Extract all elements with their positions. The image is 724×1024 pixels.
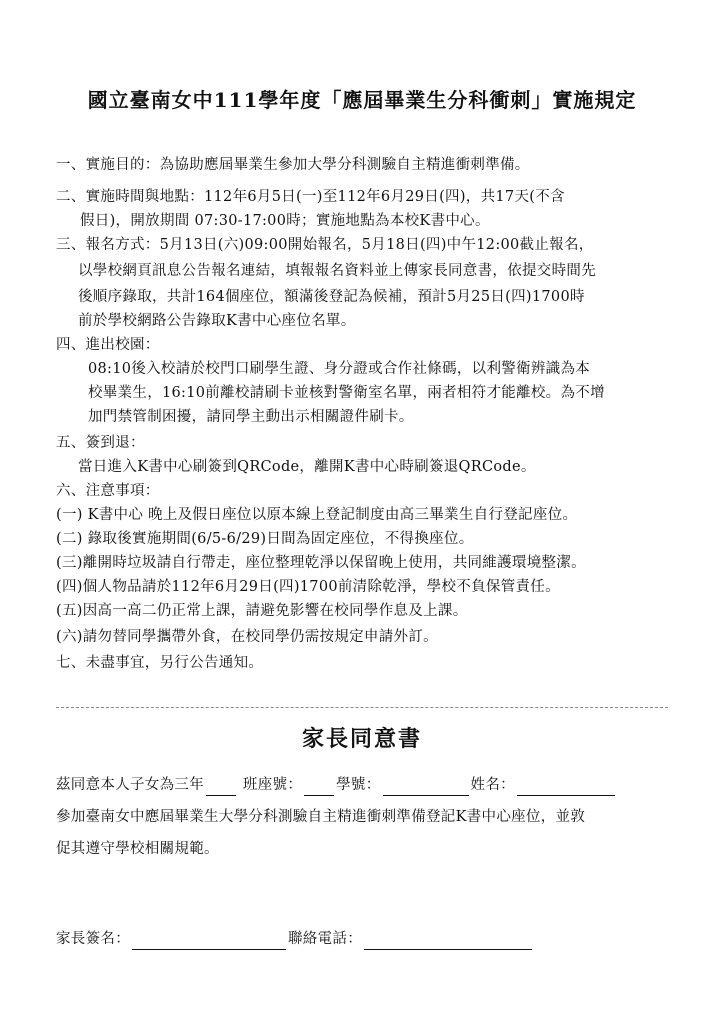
contact-phone-input[interactable] xyxy=(364,933,532,950)
seat-number-label: 班座號： xyxy=(242,777,303,793)
section-3-line-1: 三、報名方式：5月13日(六)09:00開始報名，5月18日(四)中午12:00截止報名， xyxy=(56,237,594,253)
parent-signature-input[interactable] xyxy=(132,933,286,950)
student-name-label: 姓名： xyxy=(470,777,515,793)
section-4-heading: 四、進出校園： xyxy=(56,337,160,353)
parent-signature-label: 家長簽名： xyxy=(56,931,130,947)
section-4-line-2: 校畢業生，16:10前離校請刷卡並核對警衛室名單，兩者相符才能離校。為不增 xyxy=(88,385,605,401)
section-3-line-4: 前於學校網路公告錄取K書中心座位名單。 xyxy=(78,313,356,329)
section-6-item-3: (三)離開時垃圾請自行帶走，座位整理乾淨以保留晚上使用，共同維護環境整潔。 xyxy=(56,555,586,571)
section-2-line-1: 二、實施時間與地點：112年6月5日(一)至112年6月29日(四)，共17天(不含 xyxy=(56,189,565,205)
section-3-line-3: 後順序錄取，共計164個座位，額滿後登記為候補，預計5月25日(四)1700時 xyxy=(78,289,585,305)
consent-form-title: 家長同意書 xyxy=(301,726,422,752)
section-5-heading: 五、簽到退： xyxy=(56,435,145,451)
section-4-line-3: 加門禁管制困擾，請同學主動出示相關證件刷卡。 xyxy=(88,409,414,425)
section-5-line-1: 當日進入K書中心刷簽到QRCode，離開K書中心時刷簽退QRCode。 xyxy=(78,459,536,475)
section-7-line-1: 七、未盡事宜，另行公告通知。 xyxy=(56,655,264,671)
section-3-line-2: 以學校網頁訊息公告報名連結，填報報名資料並上傳家長同意書，依提交時間先 xyxy=(78,263,596,279)
section-6-item-6: (六)請勿替同學攜帶外食，在校同學仍需按規定申請外訂。 xyxy=(56,629,438,645)
student-name-input[interactable] xyxy=(517,779,615,796)
consent-statement-line-2: 促其遵守學校相關規範。 xyxy=(56,841,219,857)
seat-number-input[interactable] xyxy=(304,779,334,796)
section-6-item-1: (一) K書中心 晚上及假日座位以原本線上登記制度由高三畢業生自行登記座位。 xyxy=(56,507,578,523)
consent-student-info-line xyxy=(56,774,617,796)
student-number-label: 學號： xyxy=(336,777,381,793)
contact-phone-label: 聯絡電話： xyxy=(288,931,362,947)
document-title: 國立臺南女中111學年度「應屆畢業生分科衝刺」實施規定 xyxy=(87,88,637,112)
student-number-input[interactable] xyxy=(383,779,469,796)
section-6-item-5: (五)因高一高二仍正常上課，請避免影響在校同學作息及上課。 xyxy=(56,603,468,619)
section-1-line-1: 一、實施目的：為協助應屆畢業生參加大學分科測驗自主精進衝刺準備。 xyxy=(56,157,530,173)
section-2-line-2: 假日)，開放期間 07:30-17:00時；實施地點為本校K書中心。 xyxy=(80,213,490,229)
section-6-heading: 六、注意事項： xyxy=(56,483,160,499)
consent-statement-line-1: 參加臺南女中應屆畢業生大學分科測驗自主精進衝刺準備登記K書中心座位，並敦 xyxy=(56,809,586,825)
section-6-item-2: (二) 錄取後實施期間(6/5-6/29)日間為固定座位，不得換座位。 xyxy=(56,531,474,547)
section-6-item-4: (四)個人物品請於112年6月29日(四)1700前清除乾淨，學校不負保管責任。 xyxy=(56,579,560,595)
class-prefix-label: 茲同意本人子女為三年 xyxy=(56,777,204,793)
consent-signature-line xyxy=(56,928,534,950)
class-input[interactable] xyxy=(206,779,236,796)
section-4-line-1: 08:10後入校請於校門口刷學生證、身分證或合作社條碼，以利警衛辨識為本 xyxy=(88,361,591,377)
cut-line-divider xyxy=(56,707,668,708)
